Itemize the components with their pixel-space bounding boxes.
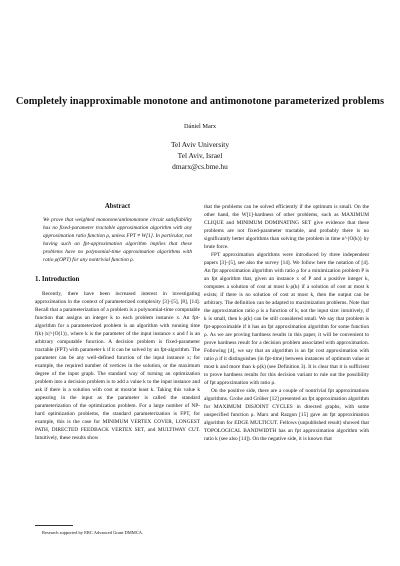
author-name: Dániel Marx: [184, 123, 216, 130]
intro-paragraph-3: On the positive side, there are a couple of nontrivial fpt approximations algorithms. Grohe and Grüber [12] presented an fpt approximation algorithm for MAXIMUM DISJOINT CYCLES in directed graphs, with some unspecified function ρ. Marx and Razgon [15] gave an fpt approximation algorithm for EDGE MULTICUT. Fellows (unpublished result) showed that TOPOLOGICAL BANDWIDTH has an fpt approximation algorithm with ratio k (see also [14]). On the negative side, it is known that: [204, 388, 369, 443]
left-column: [35, 203, 200, 442]
abstract-heading: Abstract: [104, 203, 131, 210]
intro-paragraph-continued: that the problems can be solved efficiently if the optimum is small. On the other hand, the W[1]-hardness of other problems, such as MAXIMUM CLIQUE and MINIMUM DOMINATING SET give evidence that these problems are not fixed-parameter tractable, and probably there is no significantly better algorithms than solving the problem in time n^{O(k)} by brute force.: [204, 204, 369, 251]
footnote-divider: [35, 525, 73, 526]
footnote: Research supported by ERC Advanced Grant DMMCA.: [42, 530, 144, 535]
intro-paragraph-1: Recently, there have been increased interest in investigating approximation in the context of parameterized complexity [3]–[5], [8], [14]. Recall that a parameterization of a problem is a polynomial-time computable function that assigns an integer k to each problem instance x. An fpt-algorithm for a parameterized problem is an algorithm with running time f(k)·|x|^{O(1)}, where k is the parameter of the input instance x and f is an arbitrary computable function. A decision problem is fixed-parameter tractable (FPT) with parameter k if it can be solved by an fpt-algorithm. The parameter can be any well-defined function of the input instance x; for example, the required number of vertices in the solution, or the maximum degree of the input graph. The standard way of turning an optimization problem into a decision problem is to add a value k to the input instance and ask if there is a solution with cost at most/at least k. Taking this value k appearing in the input as the parameter is called the standard parameterization of the optimization problem. For a large number of NP-hard optimization problems, the standard parameterization is FPT, for example, this is the case for MINIMUM VERTEX COVER, LONGEST PATH, DIRECTED FEEDBACK VERTEX SET, and MULTIWAY CUT. Intuitively, these results show: [35, 291, 200, 442]
section-heading-introduction: 1. Introduction: [35, 276, 80, 284]
affiliation-email: dmarx@cs.bme.hu: [172, 161, 228, 171]
intro-paragraph-2: FPT approximation algorithms were introduced by three independent papers [3]–[5], see also the survey [14]. We follow here the notation of [4]. An fpt approximation algorithm with ratio ρ for a minimization problem P is an fpt algorithm that, given an instance x of P and a positive integer k, computes a solution of cost at most k·ρ(k) if a solution of cost at most k exists; if there is no solution of cost at most k, then the output can be arbitrary. The definition can be adapted to maximization problems. Note that the approximation ratio ρ is a function of k, not the input size: intuitively, if k is small, then k·ρ(k) can be still considered small. We say that problem is fpt-approximable if it has an fpt approximation algorithm for some function ρ. As we are proving hardness results in this paper, it will be convenient to prove hardness result for a decision problem associated with approximation. Following [4], we say that an algorithm is an fpt cost approximation with ratio ρ if it distinguishes (in fpt-time) between instances of optimum value at most k and more than k·ρ(k) (see Definition 3). It is clear that it is sufficient to prove hardness results for this decision variant to rule out the possibility of fpt approximation with ratio ρ.: [204, 252, 369, 387]
abstract-text: We prove that weighted monotone/antimonotone circuit satisfiability has no fixed-parameter tractable approximation algorithm with any approximation ratio function ρ, unless FPT ≠ W[1]. In particular, not having such an fpt-approximation algorithm implies that these problems have no polynomial-time approximation algorithms with ratio ρ(OPT) for any nontrivial function ρ.: [43, 217, 192, 264]
affiliation-city: Tel Aviv, Israel: [177, 150, 223, 160]
right-column: [204, 203, 369, 443]
author-affiliation: [0, 140, 400, 172]
paper-title: Completely inapproximable monotone and antimonotone parameterized problems: [15, 96, 385, 107]
affiliation-university: Tel Aviv University: [170, 140, 230, 149]
